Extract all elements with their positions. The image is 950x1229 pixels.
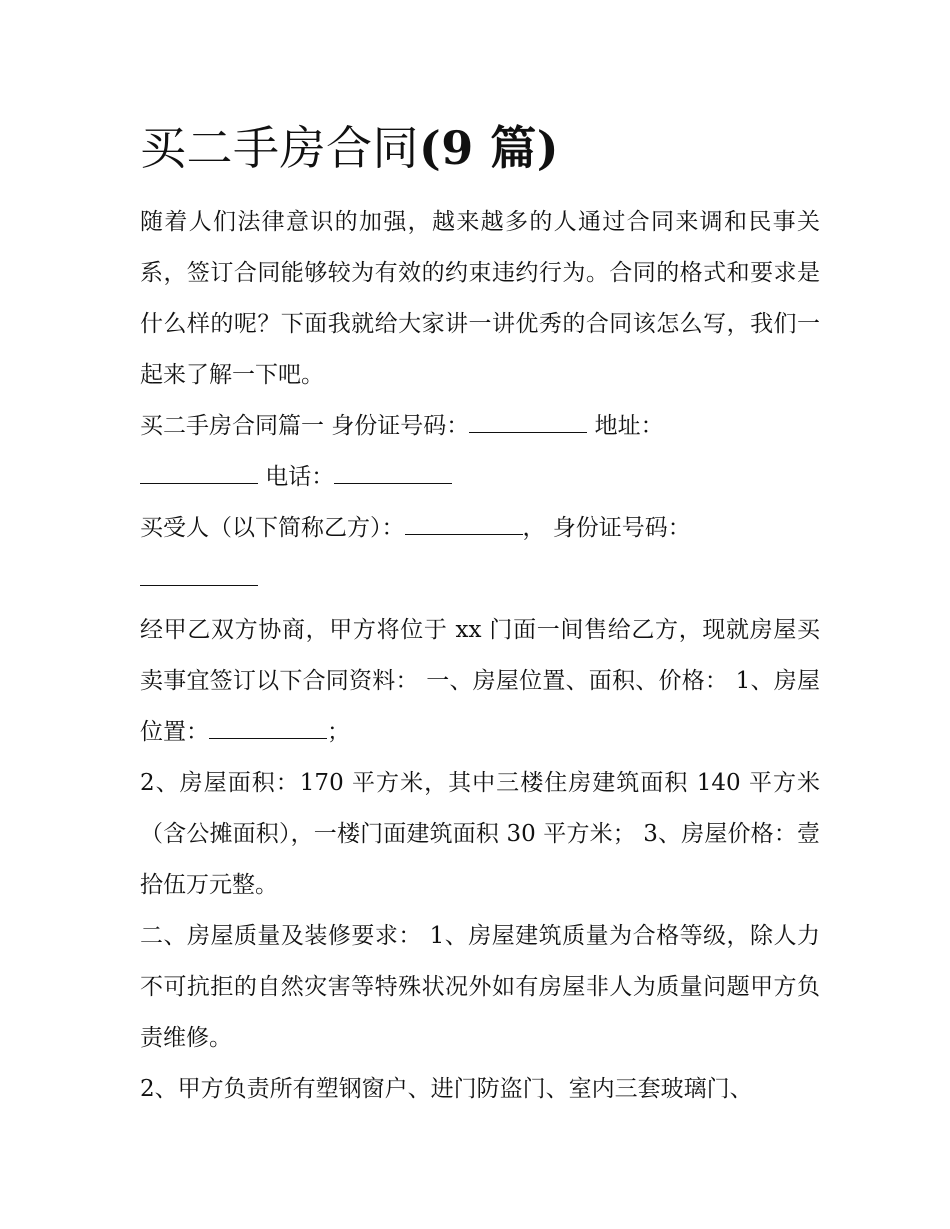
buyer-id-label: ， 身份证号码： — [522, 515, 691, 541]
seller-info-paragraph — [140, 401, 820, 503]
windows-paragraph: 2、甲方负责所有塑钢窗户、进门防盗门、室内三套玻璃门、 — [140, 1076, 753, 1102]
quality-paragraph: 二、房屋质量及装修要求： 1、房屋建筑质量为合格等级，除人力不可抗拒的自然灾害等特殊状况外如有房屋非人为质量问题甲方负责维修。 — [140, 923, 820, 1051]
area-paragraph: 2、房屋面积：170 平方米，其中三楼住房建筑面积 140 平方米（含公摊面积），一楼门面建筑面积 30 平方米； 3、房屋价格：壹拾伍万元整。 — [140, 770, 820, 898]
title-count: (9 篇) — [419, 121, 560, 175]
location-blank — [209, 737, 327, 739]
seller-address-blank — [140, 482, 258, 484]
buyer-info-paragraph — [140, 503, 820, 605]
seller-id-label: 买二手房合同篇一 身份证号码： — [140, 413, 470, 439]
seller-phone-label: 电话： — [258, 464, 335, 490]
negotiation-text: 经甲乙双方协商，甲方将位于 xx 门面一间售给乙方，现就房屋买卖事宜签订以下合同资料： 一、房屋位置、面积、价格： 1、房屋位置： — [140, 617, 820, 745]
intro-paragraph: 随着人们法律意识的加强，越来越多的人通过合同来调和民事关系，签订合同能够较为有效的约束违约行为。合同的格式和要求是什么样的呢？下面我就给大家讲一讲优秀的合同该怎么写，我们一起来了解一下吧。 — [140, 209, 820, 388]
negotiation-end: ； — [327, 719, 350, 745]
seller-address-label: 地址： — [587, 413, 664, 439]
buyer-label: 买受人（以下简称乙方）： — [140, 515, 405, 541]
seller-phone-blank — [334, 482, 452, 484]
negotiation-paragraph — [140, 605, 820, 758]
buyer-id-blank — [140, 584, 258, 586]
document-body — [140, 197, 820, 1115]
seller-id-blank — [469, 431, 587, 433]
buyer-name-blank — [405, 533, 523, 535]
title-main: 买二手房合同 — [140, 121, 419, 175]
document-title — [140, 118, 559, 178]
